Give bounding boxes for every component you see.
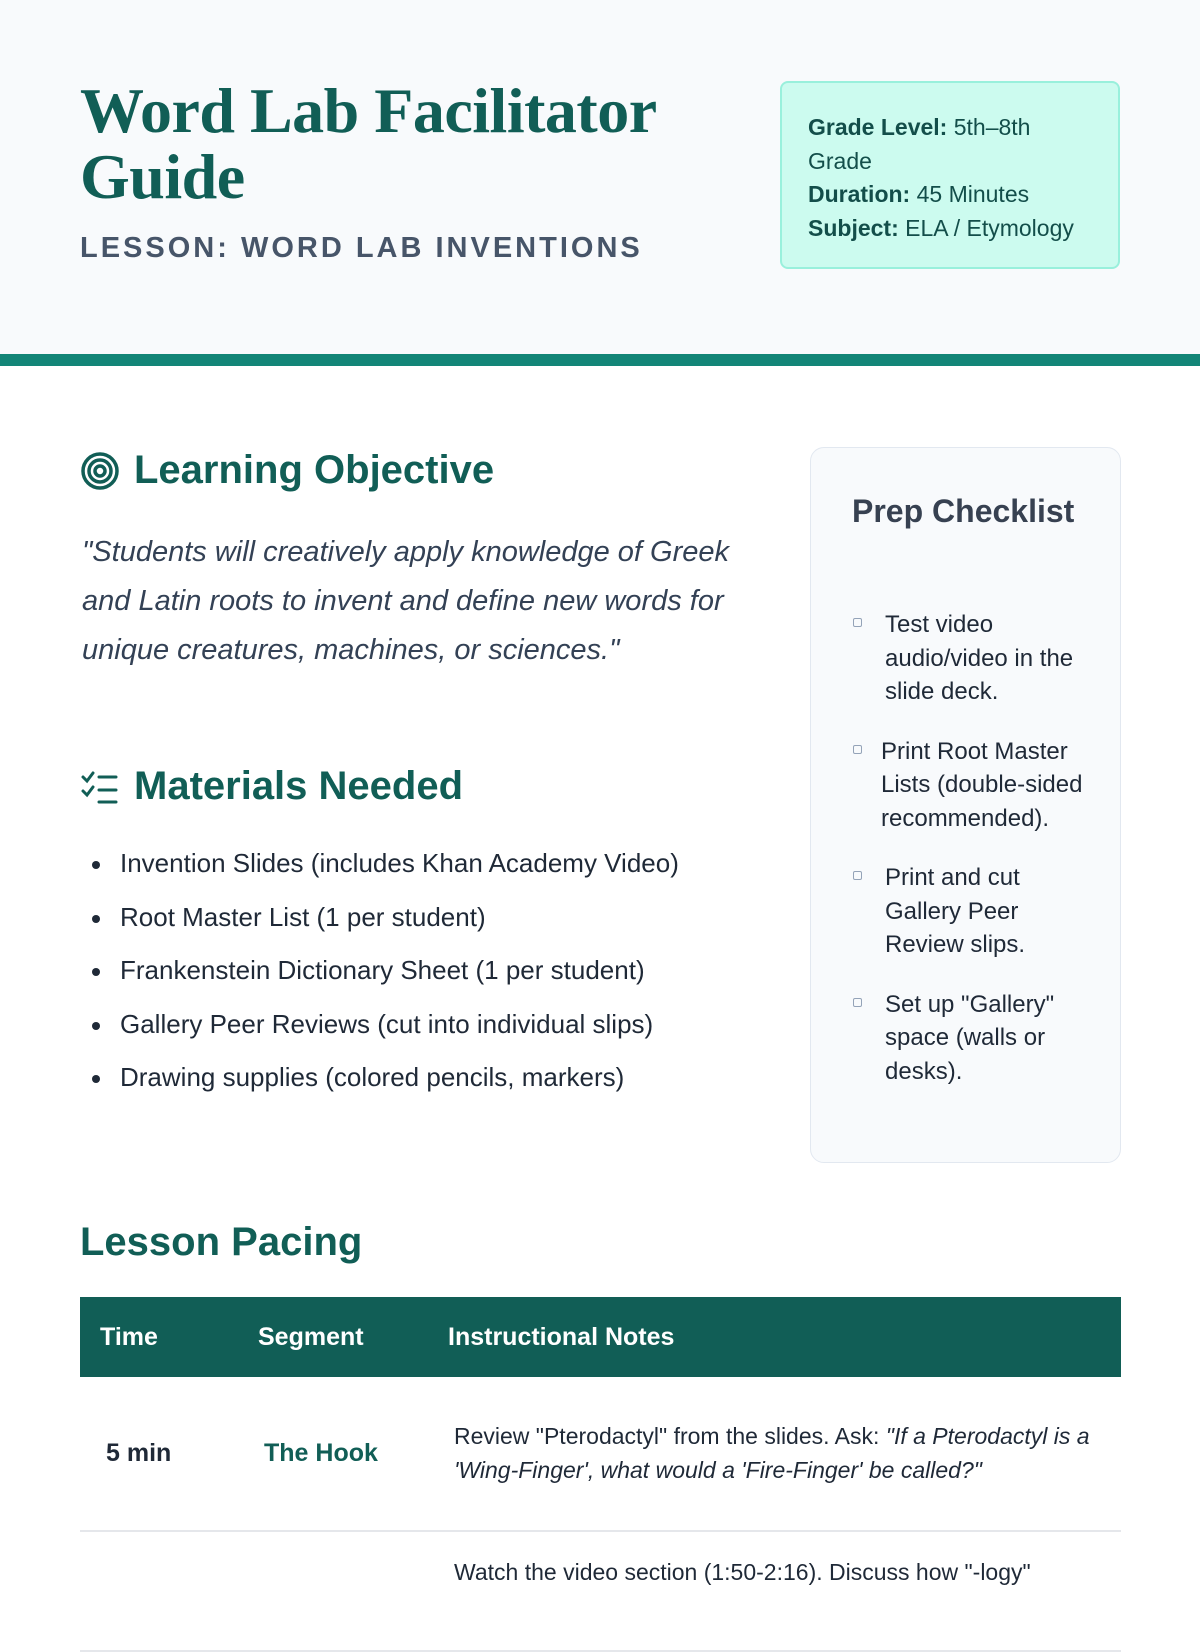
subject-label: Subject: xyxy=(808,214,899,241)
checklist-icon xyxy=(80,767,120,807)
learning-objective-title: Learning Objective xyxy=(134,448,495,492)
list-item: Root Master List (1 per student) xyxy=(80,892,780,946)
prep-checklist xyxy=(851,608,1091,1114)
checklist-item[interactable] xyxy=(851,988,1091,1089)
row-time: 5 min xyxy=(80,1377,238,1531)
subject-value: ELA / Etymology xyxy=(905,214,1074,241)
lesson-pacing-heading xyxy=(80,1220,362,1265)
list-item: Frankenstein Dictionary Sheet (1 per student) xyxy=(80,945,780,999)
prep-checklist-title: Prep Checklist xyxy=(852,493,1075,529)
lesson-meta-card xyxy=(780,81,1120,269)
row-notes-quote: "If a Pterodactyl is a 'Wing-Finger', what would a 'Fire-Finger' be called?" xyxy=(454,1423,1090,1483)
learning-objective-heading xyxy=(80,448,494,493)
target-icon xyxy=(80,451,120,491)
prep-checklist-card xyxy=(810,447,1121,1163)
checkbox[interactable] xyxy=(853,618,862,627)
list-item: Gallery Peer Reviews (cut into individual slips) xyxy=(80,999,780,1053)
row-time xyxy=(80,1531,238,1651)
page-title: Word Lab Facilitator Guide xyxy=(80,75,656,212)
lesson-pacing-title: Lesson Pacing xyxy=(80,1220,363,1264)
materials-title: Materials Needed xyxy=(134,764,464,808)
list-item: Drawing supplies (colored pencils, markers) xyxy=(80,1052,780,1106)
materials-list xyxy=(80,838,780,1106)
checklist-item-label: Set up "Gallery" space (walls or desks). xyxy=(885,990,1055,1085)
checkbox[interactable] xyxy=(853,871,862,880)
duration-value: 45 Minutes xyxy=(916,181,1030,207)
column-header-time: Time xyxy=(80,1297,238,1377)
row-notes xyxy=(428,1531,1121,1651)
table-header-row xyxy=(80,1297,1121,1377)
checklist-item-label: Print and cut Gallery Peer Review slips. xyxy=(885,864,1026,958)
checklist-item-label: Print Root Master Lists (double-sided recommended). xyxy=(881,737,1083,832)
checkbox[interactable] xyxy=(853,998,862,1007)
objective-text: "Students will creatively apply knowledge of Greek and Latin roots to invent and define new words for unique creatures, machines, or sciences." xyxy=(82,536,730,666)
page-header xyxy=(0,0,1200,366)
pacing-table xyxy=(80,1297,1121,1652)
materials-heading xyxy=(80,764,463,809)
checkbox[interactable] xyxy=(853,745,862,754)
lesson-subtitle: LESSON: WORD LAB INVENTIONS xyxy=(80,232,643,264)
row-notes xyxy=(428,1377,1121,1531)
list-item: Invention Slides (includes Khan Academy Video) xyxy=(80,838,780,892)
column-header-notes: Instructional Notes xyxy=(428,1297,1121,1377)
column-header-segment: Segment xyxy=(238,1297,428,1377)
checklist-item[interactable] xyxy=(851,735,1091,836)
duration-label: Duration: xyxy=(808,181,911,207)
grade-level-label: Grade Level: xyxy=(808,114,948,140)
row-notes-text: Watch the video section (1:50-2:16). Discuss how "-logy" xyxy=(454,1559,1031,1585)
duration xyxy=(808,178,1092,212)
row-notes-text: Review "Pterodactyl" from the slides. Ask: xyxy=(454,1423,886,1449)
checklist-item[interactable] xyxy=(851,861,1091,962)
checklist-item-label: Test video audio/video in the slide deck. xyxy=(885,611,1074,705)
grade-level-value: 5th–8th Grade xyxy=(808,114,1031,174)
row-segment: The Hook xyxy=(238,1377,428,1531)
grade-level xyxy=(808,111,1092,178)
row-segment xyxy=(238,1531,428,1651)
subject xyxy=(808,212,1092,246)
table-row xyxy=(80,1377,1121,1531)
checklist-item[interactable] xyxy=(851,608,1091,709)
table-row xyxy=(80,1531,1121,1651)
